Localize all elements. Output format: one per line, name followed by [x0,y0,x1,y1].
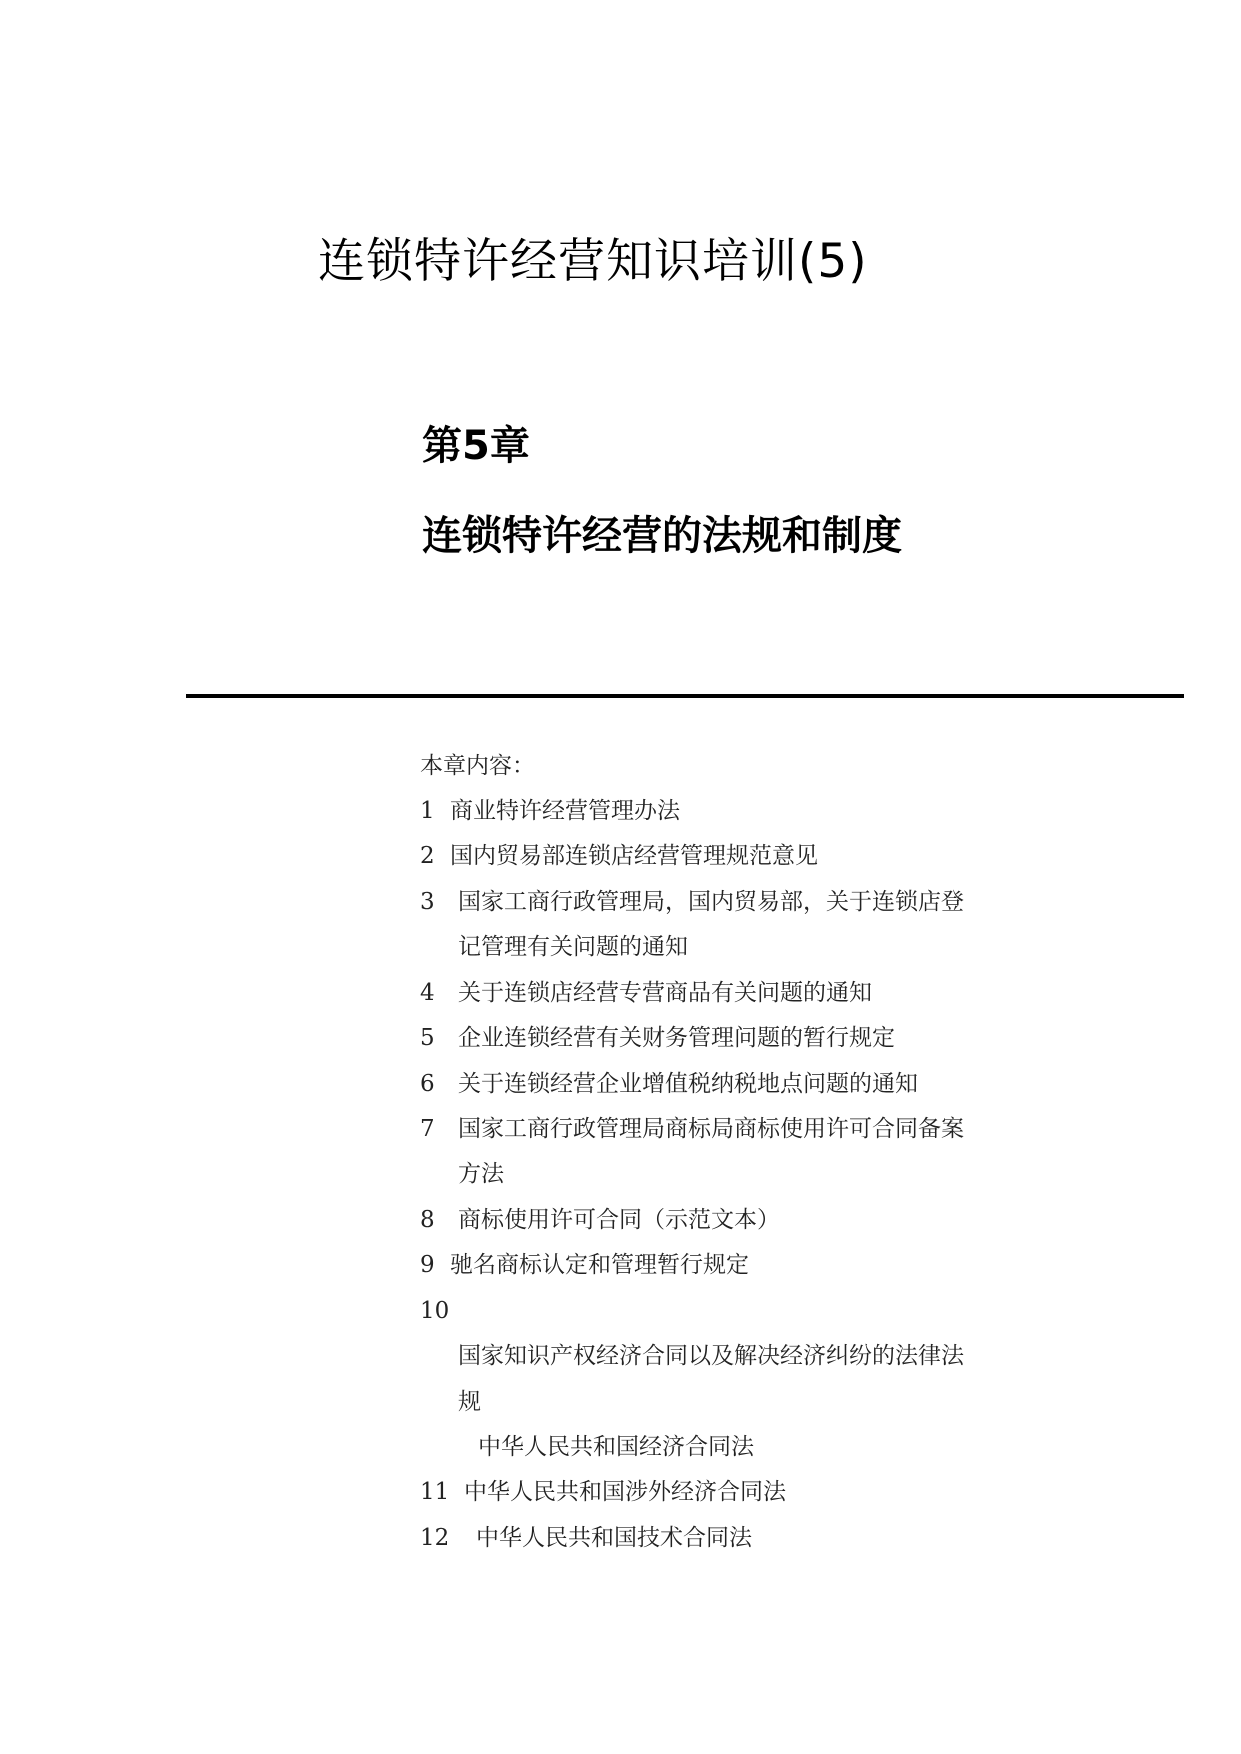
document-title: 连锁特许经营知识培训(5) [318,234,868,289]
toc-item [420,836,818,876]
toc-item-continuation: 记管理有关问题的通知 [458,934,688,960]
toc-item-text: 国家工商行政管理局商标局商标使用许可合同备案 [458,1116,964,1142]
toc-item [420,1200,780,1240]
toc-item-text: 驰名商标认定和管理暂行规定 [450,1252,749,1278]
toc-item [420,1472,786,1512]
toc-item-text: 中华人民共和国技术合同法 [476,1525,752,1551]
toc-item-number: 10 [420,1298,450,1324]
toc-item-continuation: 规 [458,1389,481,1415]
toc-item-number: 1 [420,798,435,824]
toc-item-number: 11 [420,1479,450,1505]
toc-item-number: 4 [420,980,435,1006]
toc-item-number: 8 [420,1207,435,1233]
toc-subitem: 中华人民共和国经济合同法 [478,1434,754,1460]
toc-item [420,1518,752,1558]
toc-item [420,791,680,831]
toc-item-number: 2 [420,843,435,869]
toc-item-text: 商业特许经营管理办法 [450,798,680,824]
toc-item-continuation: 方法 [458,1161,504,1187]
toc-item [420,973,872,1013]
chapter-title: 连锁特许经营的法规和制度 [422,513,902,559]
toc-item [420,1109,964,1149]
toc-item-text: 中华人民共和国涉外经济合同法 [464,1479,786,1505]
toc-heading: 本章内容： [420,753,535,779]
toc-item-number: 7 [420,1116,435,1142]
toc-item-number: 9 [420,1252,435,1278]
toc-item-text: 商标使用许可合同（示范文本） [458,1207,780,1233]
toc-item-text: 国家工商行政管理局，国内贸易部，关于连锁店登 [458,889,964,915]
toc-item-number: 6 [420,1071,435,1097]
toc-item [420,882,964,922]
toc-item [420,1064,918,1104]
chapter-number: 第5章 [422,423,530,469]
toc-item-number: 12 [420,1525,450,1551]
toc-item-number: 3 [420,889,435,915]
toc-item [420,1018,895,1058]
toc-item-text: 国内贸易部连锁店经营管理规范意见 [450,843,818,869]
section-divider [186,694,1184,698]
toc-item-text: 企业连锁经营有关财务管理问题的暂行规定 [458,1025,895,1051]
toc-item [420,1245,749,1285]
toc-item-text: 关于连锁店经营专营商品有关问题的通知 [458,980,872,1006]
toc-item-number: 5 [420,1025,435,1051]
toc-item-text: 国家知识产权经济合同以及解决经济纠纷的法律法 [458,1343,964,1369]
toc-item-text: 关于连锁经营企业增值税纳税地点问题的通知 [458,1071,918,1097]
